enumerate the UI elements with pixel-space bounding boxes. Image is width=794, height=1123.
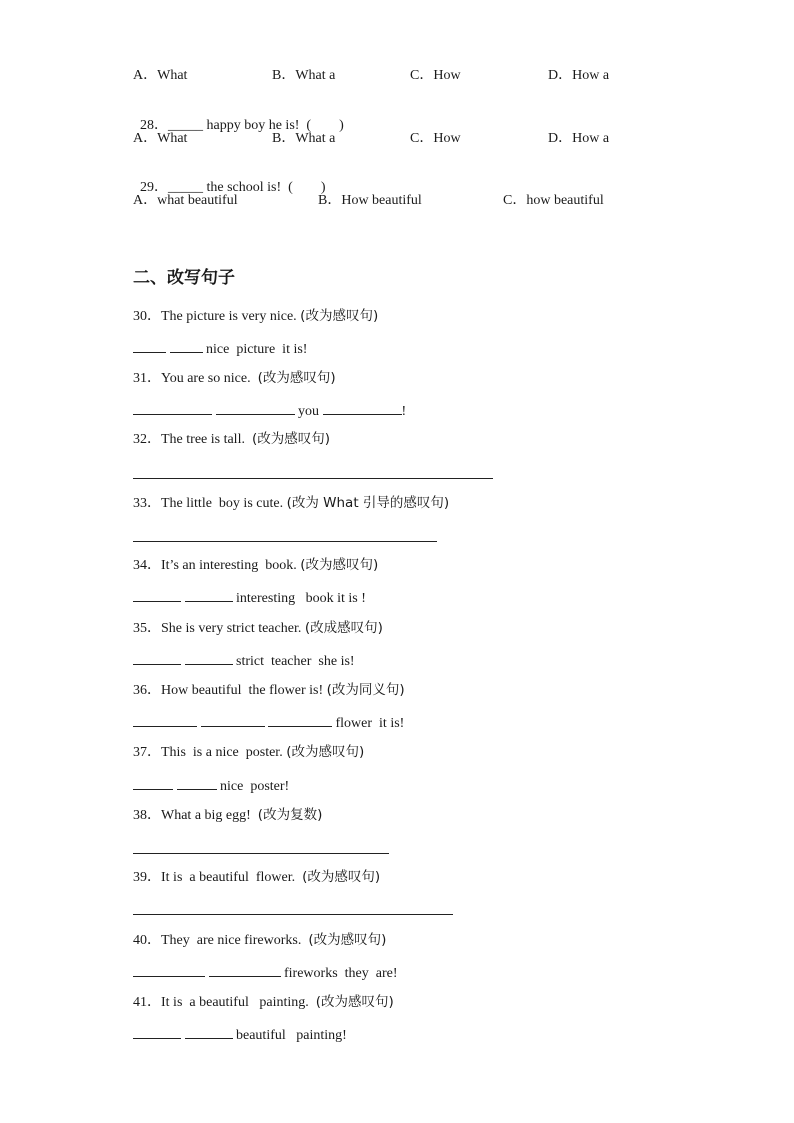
blank[interactable] bbox=[133, 775, 173, 790]
blank[interactable] bbox=[268, 712, 332, 727]
q40-answer-line bbox=[133, 962, 398, 983]
q32-text: The tree is tall. bbox=[161, 432, 245, 447]
q40-text: They are nice fireworks. bbox=[161, 933, 302, 948]
q34-answer-line bbox=[133, 587, 366, 608]
q35-text: She is very strict teacher. bbox=[161, 621, 302, 636]
blank[interactable] bbox=[133, 587, 181, 602]
question-34 bbox=[133, 556, 378, 575]
q40-instruction: (改为感叹句) bbox=[308, 932, 387, 948]
blank[interactable] bbox=[170, 338, 203, 353]
q34-text: It’s an interesting book. bbox=[161, 558, 297, 573]
q28-blank: _____ bbox=[168, 118, 203, 133]
q40-answer-text: fireworks they are! bbox=[280, 966, 398, 981]
q36-number: 36． bbox=[133, 683, 161, 698]
q33-instruction: (改为 What 引导的感叹句) bbox=[286, 495, 450, 511]
q37-number: 37． bbox=[133, 745, 161, 760]
q30-answer-text: nice picture it is! bbox=[202, 342, 308, 357]
section-title: 二、改写句子 bbox=[133, 268, 235, 288]
q35-instruction: (改成感叹句) bbox=[304, 620, 383, 636]
blank[interactable] bbox=[185, 1024, 233, 1039]
q41-text: It is a beautiful painting. bbox=[161, 995, 309, 1010]
q38-answer-line[interactable] bbox=[133, 853, 389, 854]
q40-number: 40． bbox=[133, 933, 161, 948]
q34-number: 34． bbox=[133, 558, 161, 573]
question-40 bbox=[133, 931, 386, 950]
q28-option-c: C．How bbox=[410, 131, 461, 146]
blank[interactable] bbox=[133, 1024, 181, 1039]
blank[interactable] bbox=[133, 962, 205, 977]
question-32 bbox=[133, 430, 330, 449]
q35-answer-line bbox=[133, 650, 355, 671]
q27-option-c: C．How bbox=[410, 68, 461, 83]
q29-number: 29． bbox=[140, 180, 168, 195]
q37-text: This is a nice poster. bbox=[161, 745, 283, 760]
q30-instruction: (改为感叹句) bbox=[300, 308, 379, 324]
q41-number: 41． bbox=[133, 995, 161, 1010]
q35-answer-text: strict teacher she is! bbox=[232, 654, 355, 669]
blank[interactable] bbox=[323, 400, 402, 415]
q28-text: happy boy he is! ( ) bbox=[203, 118, 344, 133]
q28-option-b: B．What a bbox=[272, 131, 336, 146]
q31-answer-end: ! bbox=[401, 404, 407, 419]
q28-option-d: D．How a bbox=[548, 131, 610, 146]
blank[interactable] bbox=[177, 775, 217, 790]
q29-option-a: A．what beautiful bbox=[133, 193, 238, 208]
q32-number: 32． bbox=[133, 432, 161, 447]
q37-instruction: (改为感叹句) bbox=[286, 744, 365, 760]
q31-answer-text: you bbox=[294, 404, 323, 419]
q37-answer-text: nice poster! bbox=[216, 779, 290, 794]
question-38 bbox=[133, 806, 322, 825]
question-33 bbox=[133, 494, 449, 513]
q30-text: The picture is very nice. bbox=[161, 309, 297, 324]
q29-text: the school is! ( ) bbox=[203, 180, 326, 195]
q27-option-a: A．What bbox=[133, 68, 188, 83]
q36-text: How beautiful the flower is! bbox=[161, 683, 324, 698]
question-39 bbox=[133, 868, 380, 887]
question-41 bbox=[133, 993, 394, 1012]
q39-instruction: (改为感叹句) bbox=[302, 869, 381, 885]
q29-option-b: B．How beautiful bbox=[318, 193, 422, 208]
q39-answer-line[interactable] bbox=[133, 914, 453, 915]
blank[interactable] bbox=[201, 712, 265, 727]
q35-number: 35． bbox=[133, 621, 161, 636]
question-37 bbox=[133, 743, 364, 762]
q30-number: 30． bbox=[133, 309, 161, 324]
q39-text: It is a beautiful flower. bbox=[161, 870, 296, 885]
q27-option-b: B．What a bbox=[272, 68, 336, 83]
blank[interactable] bbox=[185, 650, 233, 665]
blank[interactable] bbox=[185, 587, 233, 602]
blank[interactable] bbox=[209, 962, 281, 977]
q38-number: 38． bbox=[133, 808, 161, 823]
q41-answer-text: beautiful painting! bbox=[232, 1028, 347, 1043]
q33-answer-line[interactable] bbox=[133, 541, 437, 542]
q36-answer-text: flower it is! bbox=[332, 716, 405, 731]
q33-text: The little boy is cute. bbox=[161, 496, 284, 511]
q27-option-d: D．How a bbox=[548, 68, 610, 83]
blank[interactable] bbox=[133, 650, 181, 665]
q31-answer-line bbox=[133, 400, 406, 421]
blank[interactable] bbox=[133, 338, 166, 353]
blank[interactable] bbox=[216, 400, 295, 415]
q28-number: 28． bbox=[140, 118, 168, 133]
q31-text: You are so nice. bbox=[161, 371, 251, 386]
q32-answer-line[interactable] bbox=[133, 478, 493, 479]
q34-instruction: (改为感叹句) bbox=[300, 557, 379, 573]
q29-blank: _____ bbox=[168, 180, 203, 195]
q38-text: What a big egg! bbox=[161, 808, 251, 823]
question-36 bbox=[133, 681, 405, 700]
q33-number: 33． bbox=[133, 496, 161, 511]
q41-answer-line bbox=[133, 1024, 347, 1045]
q31-number: 31． bbox=[133, 371, 161, 386]
q36-answer-line bbox=[133, 712, 404, 733]
q39-number: 39． bbox=[133, 870, 161, 885]
q41-instruction: (改为感叹句) bbox=[315, 994, 394, 1010]
question-30 bbox=[133, 307, 378, 326]
q37-answer-line bbox=[133, 775, 289, 796]
q29-option-c: C．how beautiful bbox=[503, 193, 604, 208]
q34-answer-text: interesting book it is ! bbox=[232, 591, 366, 606]
q36-instruction: (改为同义句) bbox=[326, 682, 405, 698]
q30-answer-line bbox=[133, 338, 307, 359]
q32-instruction: (改为感叹句) bbox=[251, 431, 331, 447]
q31-instruction: (改为感叹句) bbox=[257, 370, 336, 386]
blank[interactable] bbox=[133, 400, 212, 415]
question-35 bbox=[133, 619, 383, 638]
question-31 bbox=[133, 369, 336, 388]
q28-option-a: A．What bbox=[133, 131, 188, 146]
blank[interactable] bbox=[133, 712, 197, 727]
q38-instruction: (改为复数) bbox=[257, 807, 323, 823]
